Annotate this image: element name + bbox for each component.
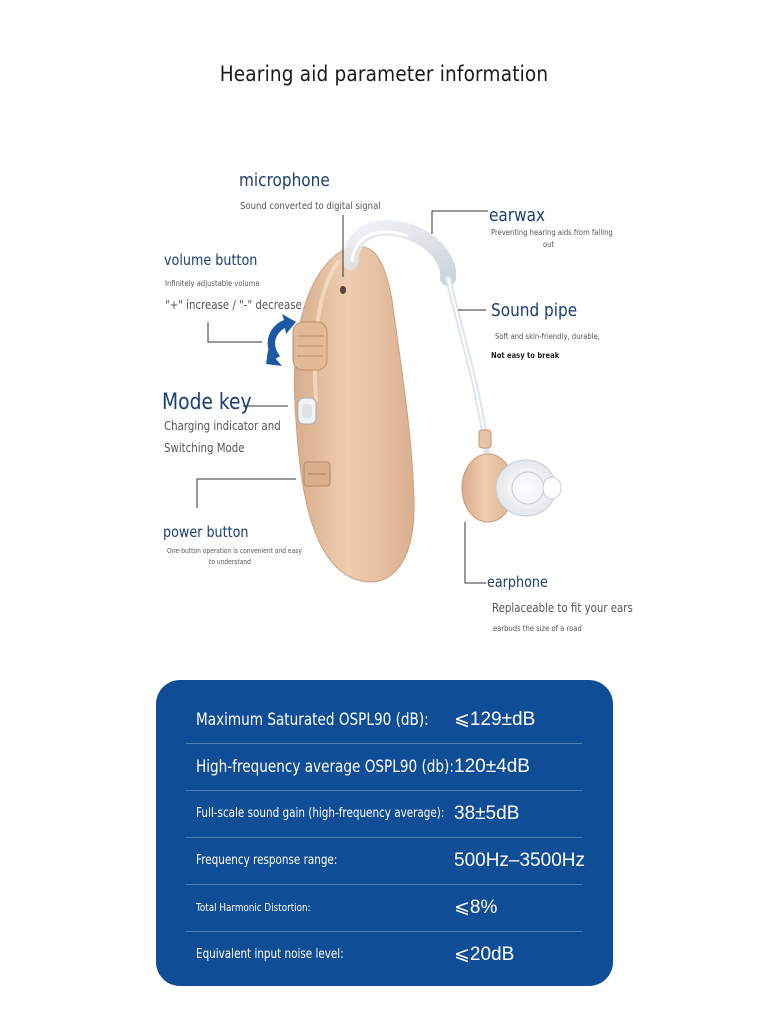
earphone-desc-line1: Replaceable to fit your ears (492, 601, 633, 615)
sound-pipe-desc-line2: Not easy to break (491, 351, 560, 360)
spec-row (186, 744, 582, 791)
spec-label: Maximum Saturated OSPL90 (dB): (196, 710, 429, 730)
earphone-desc-line2: earbuds the size of a road (493, 624, 582, 633)
sound-pipe-desc-line1: Soft and skin-friendly, durable, (495, 332, 600, 341)
earwax-desc-line2: out (543, 240, 555, 249)
microphone-desc: Sound converted to digital signal (240, 201, 381, 212)
spec-row (186, 697, 582, 744)
page-title: Hearing aid parameter information (219, 62, 549, 86)
spec-row (186, 838, 585, 885)
power-button-label: power button (163, 523, 249, 541)
spec-value: 38±5dB (454, 803, 520, 824)
spec-row (186, 932, 582, 978)
spec-value: 120±4dB (454, 756, 530, 777)
hearing-aid-body (293, 247, 414, 582)
mode-key-desc-line2: Switching Mode (164, 441, 245, 455)
spec-row (186, 791, 582, 838)
mode-key-desc-line1: Charging indicator and (164, 419, 281, 433)
earwax-label: earwax (489, 205, 546, 226)
spec-label: Total Harmonic Distortion: (196, 901, 311, 914)
volume-arrow-icon (266, 314, 296, 366)
spec-label: Frequency response range: (196, 853, 338, 868)
mode-key-label: Mode key (162, 390, 252, 415)
earwax-desc-line1: Preventing hearing aids from falling (491, 228, 613, 237)
volume-button-desc-line2: "+" increase / "-" decrease (165, 298, 302, 312)
spec-row (186, 885, 582, 932)
earphone (462, 454, 561, 522)
spec-value: 500Hz–3500Hz (454, 850, 585, 871)
spec-label: Equivalent input noise level: (196, 947, 344, 962)
spec-label: High-frequency average OSPL90 (db): (196, 757, 454, 777)
spec-value: ⩽8% (454, 897, 498, 918)
sound-pipe-label: Sound pipe (491, 300, 578, 321)
microphone-label: microphone (239, 170, 330, 191)
spec-panel (156, 680, 613, 986)
volume-button-desc-line1: Infinitely adjustable volume (165, 279, 260, 288)
earphone-label: earphone (487, 573, 548, 591)
spec-value: ⩽20dB (454, 944, 515, 965)
spec-value: ⩽129±dB (454, 709, 536, 730)
spec-label: Full-scale sound gain (high-frequency average): (196, 806, 445, 821)
power-button-desc-line1: One-button operation is convenient and easy (167, 547, 302, 555)
power-button-desc-line2: to understand (209, 558, 251, 566)
volume-button-label: volume button (164, 251, 258, 269)
microphone-port (340, 286, 346, 294)
